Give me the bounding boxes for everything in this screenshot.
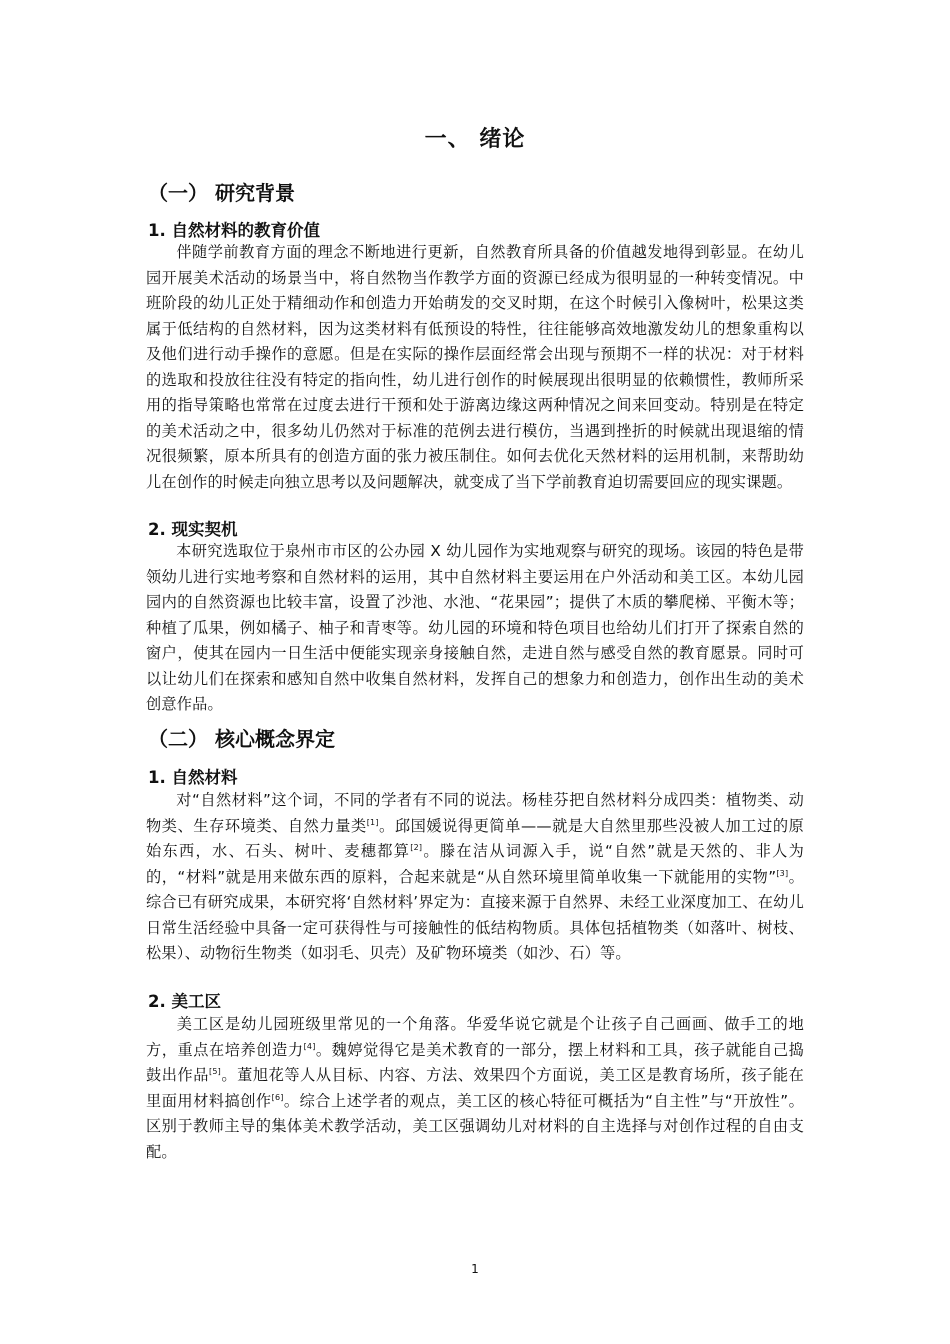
paragraph-text: 。邱国媛说得更简单——就是大自然里那些没被人加工过的原始东西，水、石头、树叶、麦穗都算 [146, 816, 804, 860]
citation-ref: [2] [410, 842, 423, 852]
paragraph-text: 美工区是幼儿园班级里常见的一个角落。华爱华说它就是个让孩子自己画画、做手工的地方，重点在培养创造力 [146, 1015, 804, 1059]
paragraph-natural-materials [146, 788, 804, 967]
citation-ref: [3] [776, 868, 789, 878]
subheading-natural-material-value: 1. 自然材料的教育价值 [148, 221, 320, 240]
subheading-natural-materials: 1. 自然材料 [148, 768, 238, 787]
paragraph-text: 。董旭花等人从目标、内容、方法、效果四个方面说，美工区是教育场所，孩子能在里面用材料搞创作 [146, 1066, 804, 1110]
section-heading-background: （一） 研究背景 [148, 181, 295, 205]
paragraph-text: 。滕在洁从词源入手，说“自然”就是天然的、非人为的，“材料”就是用来做东西的原料，合起来就是“从自然环境里简单收集一下就能用的实物” [146, 842, 804, 886]
citation-ref: [5] [209, 1066, 221, 1076]
citation-ref: [1] [366, 817, 379, 827]
citation-ref: [6] [271, 1092, 284, 1102]
subheading-realistic-opportunity: 2. 现实契机 [148, 520, 238, 539]
paragraph-art-area [146, 1012, 804, 1165]
paragraph-text: 。综合已有研究成果，本研究将‘自然材料’界定为：直接来源于自然界、未经工业深度加工、在幼儿日常生活经验中具备一定可获得性与可接触性的低结构物质。具体包括植物类（如落叶、树枝、松果）、动物衍生物类（如羽毛、贝壳）及矿物环境类（如沙、石）等。 [146, 867, 804, 962]
paragraph-text: 对“自然材料”这个词，不同的学者有不同的说法。杨桂芬把自然材料分成四类：植物类、动物类、生存环境类、自然力量类 [146, 791, 804, 835]
paragraph-text: 。魏婷觉得它是美术教育的一部分，摆上材料和工具，孩子就能自己捣鼓出作品 [146, 1040, 804, 1084]
paragraph-natural-material-value [146, 240, 804, 495]
section-heading-core-concepts: （二） 核心概念界定 [148, 727, 335, 751]
paragraph-text: 伴随学前教育方面的理念不断地进行更新，自然教育所具备的价值越发地得到彰显。在幼儿园开展美术活动的场景当中，将自然物当作教学方面的资源已经成为很明显的一种转变情况。中班阶段的幼儿正处于精细动作和创造力开始萌发的交叉时期，在这个时候引入像树叶，松果这类属于低结构的自然材料，因为这类材料有低预设的特性，往往能够高效地激发幼儿的想象重构以及他们进行动手操作的意愿。但是在实际的操作层面经常会出现与预期不一样的状况：对于材料的选取和投放往往没有特定的指向性，幼儿进行创作的时候展现出很明显的依赖惯性，教师所采用的指导策略也常常在过度去进行干预和处于游离边缘这两种情况之间来回变动。特别是在特定的美术活动之中，很多幼儿仍然对于标准的范例去进行模仿，当遇到挫折的时候就出现退缩的情况很频繁，原本所具有的创造方面的张力被压制住。如何去优化天然材料的运用机制，来帮助幼儿在创作的时候走向独立思考以及问题解决，就变成了当下学前教育迫切需要回应的现实课题。 [146, 243, 804, 491]
chapter-title: 一、 绪论 [424, 127, 526, 152]
paragraph-text: 本研究选取位于泉州市市区的公办园 X 幼儿园作为实地观察与研究的现场。该园的特色是带领幼儿进行实地考察和自然材料的运用，其中自然材料主要运用在户外活动和美工区。本幼儿园园内的自然资源也比较丰富，设置了沙池、水池、“花果园”；提供了木质的攀爬梯、平衡木等；种植了瓜果，例如橘子、柚子和青枣等。幼儿园的环境和特色项目也给幼儿们打开了探索自然的窗户，使其在园内一日生活中便能实现亲身接触自然，走进自然与感受自然的教育愿景。同时可以让幼儿们在探索和感知自然中收集自然材料，发挥自己的想象力和创造力，创作出生动的美术创意作品。 [146, 542, 804, 713]
citation-ref: [4] [303, 1041, 316, 1051]
subheading-art-area: 2. 美工区 [148, 992, 221, 1011]
paragraph-realistic-opportunity [146, 539, 804, 718]
page-number: 1 [471, 1262, 479, 1276]
paragraph-text: 。综合上述学者的观点，美工区的核心特征可概括为“自主性”与“开放性”。区别于教师主导的集体美术教学活动，美工区强调幼儿对材料的自主选择与对创作过程的自由支配。 [146, 1091, 804, 1161]
